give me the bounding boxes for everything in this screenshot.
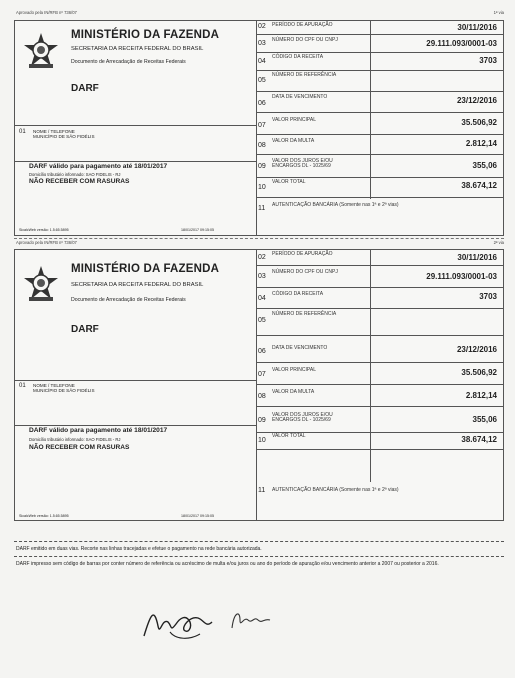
field-label: VALOR DA MULTA	[272, 138, 315, 144]
darf-form	[14, 249, 504, 521]
field-value: 3703	[479, 292, 497, 301]
footer-box	[14, 541, 504, 557]
darf-copy-1	[14, 10, 504, 234]
field-label: DATA DE VENCIMENTO	[272, 345, 328, 351]
field-number: 05	[258, 317, 266, 324]
field-label: CÓDIGO DA RECEITA	[272, 291, 324, 297]
field-number: 02	[258, 23, 266, 30]
approval-note: Aprovado pela IN/RFB nº 736/07	[16, 10, 77, 15]
darf-left-panel	[15, 21, 257, 235]
field-label: CÓDIGO DA RECEITA	[272, 54, 324, 60]
field-label: PERÍODO DE APURAÇÃO	[272, 251, 333, 257]
field-row-06	[256, 336, 503, 363]
field-number: 08	[258, 393, 266, 400]
field-label: NÚMERO DO CPF OU CNPJ	[272, 37, 338, 43]
field-value: 30/11/2016	[457, 253, 497, 262]
darf-right-panel	[256, 250, 503, 520]
field-label: VALOR TOTAL	[272, 433, 306, 439]
field-number: 08	[258, 142, 266, 149]
field-01-label-name: NOME / TELEFONE	[33, 383, 75, 388]
divider	[15, 161, 256, 162]
field-number: 03	[258, 273, 266, 280]
field-number: 11	[258, 487, 266, 494]
field-row-07	[256, 113, 503, 135]
field-row-10	[256, 433, 503, 450]
field-value: 2.812,14	[465, 391, 497, 400]
ministry-title: MINISTÉRIO DA FAZENDA	[71, 29, 220, 41]
field-01-label-municipio: MUNICÍPIO DE SÃO FIDÉLIS	[33, 388, 95, 394]
field-row-09	[256, 155, 503, 178]
field-number: 07	[258, 371, 266, 378]
field-row-04	[256, 288, 503, 309]
field-row-11	[256, 450, 503, 518]
field-number: 07	[258, 122, 266, 129]
field-label: NÚMERO DE REFERÊNCIA	[272, 311, 337, 317]
field-row-05	[256, 71, 503, 92]
field-label: VALOR DOS JUROS E/OU ENCARGOS DL - 1025/69	[272, 412, 333, 424]
via-number: 1ª via	[493, 10, 504, 15]
field-value: 35.506,92	[461, 368, 497, 377]
divider	[15, 380, 256, 381]
field-row-11	[256, 198, 503, 234]
darf-right-panel	[256, 21, 503, 235]
field-01-label	[33, 129, 95, 139]
darf-title: DARF	[71, 324, 99, 335]
field-01-label-name: NOME / TELEFONE	[33, 129, 75, 134]
field-01-number: 01	[19, 129, 26, 135]
secretaria-title: SECRETARIA DA RECEITA FEDERAL DO BRASIL	[71, 282, 204, 288]
field-number: 10	[258, 437, 266, 444]
domicilio-text: Domicílio tributário informado: SAO FIDELIS - RJ	[29, 437, 121, 442]
field-row-06	[256, 92, 503, 113]
ministry-title: MINISTÉRIO DA FAZENDA	[71, 263, 220, 275]
document-type: Documento de Arrecadação de Receitas Federais	[71, 59, 186, 65]
field-value: 23/12/2016	[456, 96, 497, 105]
field-value: 30/11/2016	[457, 23, 497, 32]
field-label: DATA DE VENCIMENTO	[272, 94, 328, 100]
cut-line	[14, 238, 504, 239]
field-number: 02	[258, 254, 266, 261]
field-row-08	[256, 135, 503, 155]
domicilio-text: Domicílio tributário informado: SAO FIDELIS - RJ	[29, 172, 121, 177]
sicalc-version: SicalcWeb versão: 1.5.65.5895	[19, 228, 69, 232]
field-label: VALOR TOTAL	[272, 179, 306, 185]
field-row-02	[256, 250, 503, 266]
field-number: 05	[258, 77, 266, 84]
document-type: Documento de Arrecadação de Receitas Federais	[71, 297, 186, 303]
field-value: 3703	[479, 56, 497, 65]
field-number: 06	[258, 100, 266, 107]
darf-form	[14, 20, 504, 236]
field-value: 355,06	[472, 415, 497, 424]
field-01-number: 01	[19, 383, 26, 389]
valid-until-text: DARF válido para pagamento até 18/01/2017	[29, 163, 168, 170]
emission-timestamp: 18/01/2017 09:15:05	[181, 228, 214, 232]
field-number: 11	[258, 205, 266, 212]
field-01-label-municipio: MUNICÍPIO DE SÃO FIDÉLIS	[33, 134, 95, 140]
no-rasuras-text: NÃO RECEBER COM RASURAS	[29, 444, 130, 451]
sicalc-version: SicalcWeb versão: 1.5.65.5895	[19, 514, 69, 518]
field-value: 38.674,12	[461, 181, 497, 190]
field-number: 09	[258, 163, 266, 170]
field-row-07	[256, 363, 503, 385]
field-label: NÚMERO DO CPF OU CNPJ	[272, 269, 338, 275]
emission-notice: DARF emitido em duas vias. Recorte nas linhas tracejadas e efetue o pagamento na rede bancária autorizada.	[16, 546, 262, 552]
emission-timestamp: 18/01/2017 09:15:05	[181, 514, 214, 518]
field-value: 2.812,14	[465, 139, 497, 148]
field-row-08	[256, 385, 503, 407]
darf-left-panel	[15, 250, 257, 520]
barcode-note: DARF impresso sem código de barras por conter número de referência ou acréscimo de multa e/ou juros ou ano do período de apuração e/ou vencimento anterior a 2007 ou posterior a 2016.	[16, 561, 439, 567]
field-row-03	[256, 266, 503, 288]
darf-copy-2	[14, 240, 504, 522]
coat-of-arms-icon	[21, 31, 61, 71]
field-label: VALOR DA MULTA	[272, 389, 315, 395]
field-label: VALOR PRINCIPAL	[272, 117, 316, 123]
field-label: VALOR PRINCIPAL	[272, 367, 316, 373]
field-row-03	[256, 35, 503, 53]
approval-note: Aprovado pela IN/RFB nº 736/07	[16, 240, 77, 245]
field-01-label	[33, 383, 95, 393]
handwritten-signature-icon	[140, 596, 220, 644]
field-value: 35.506,92	[461, 118, 497, 127]
handwritten-initials-icon	[226, 604, 276, 636]
field-label: VALOR DOS JUROS E/OU ENCARGOS DL - 1025/69	[272, 158, 333, 170]
field-label: NÚMERO DE REFERÊNCIA	[272, 72, 337, 78]
secretaria-title: SECRETARIA DA RECEITA FEDERAL DO BRASIL	[71, 46, 204, 52]
via-number: 2ª via	[493, 240, 504, 245]
field-value: 23/12/2016	[456, 345, 497, 354]
field-label: PERÍODO DE APURAÇÃO	[272, 22, 333, 28]
field-row-09	[256, 407, 503, 433]
no-rasuras-text: NÃO RECEBER COM RASURAS	[29, 178, 130, 185]
field-value: 355,06	[472, 161, 497, 170]
field-number: 10	[258, 184, 266, 191]
field-number: 03	[258, 40, 266, 47]
divider	[15, 425, 256, 426]
field-value: 38.674,12	[461, 435, 497, 444]
field-label: AUTENTICAÇÃO BANCÁRIA (Somente nas 1ª e 2ª vias)	[272, 202, 399, 208]
field-number: 04	[258, 295, 266, 302]
field-row-05	[256, 309, 503, 336]
field-value: 29.111.093/0001-03	[426, 39, 497, 48]
field-number: 04	[258, 58, 266, 65]
field-number: 06	[258, 348, 266, 355]
field-row-02	[256, 21, 503, 35]
field-label: AUTENTICAÇÃO BANCÁRIA (Somente nas 1ª e 2ª vias)	[272, 487, 399, 493]
darf-title: DARF	[71, 83, 99, 94]
divider	[15, 125, 256, 126]
field-value: 29.111.093/0001-03	[426, 272, 497, 281]
valid-until-text: DARF válido para pagamento até 18/01/2017	[29, 427, 168, 434]
coat-of-arms-icon	[21, 264, 61, 304]
field-number: 09	[258, 417, 266, 424]
field-row-10	[256, 178, 503, 198]
field-row-04	[256, 53, 503, 71]
